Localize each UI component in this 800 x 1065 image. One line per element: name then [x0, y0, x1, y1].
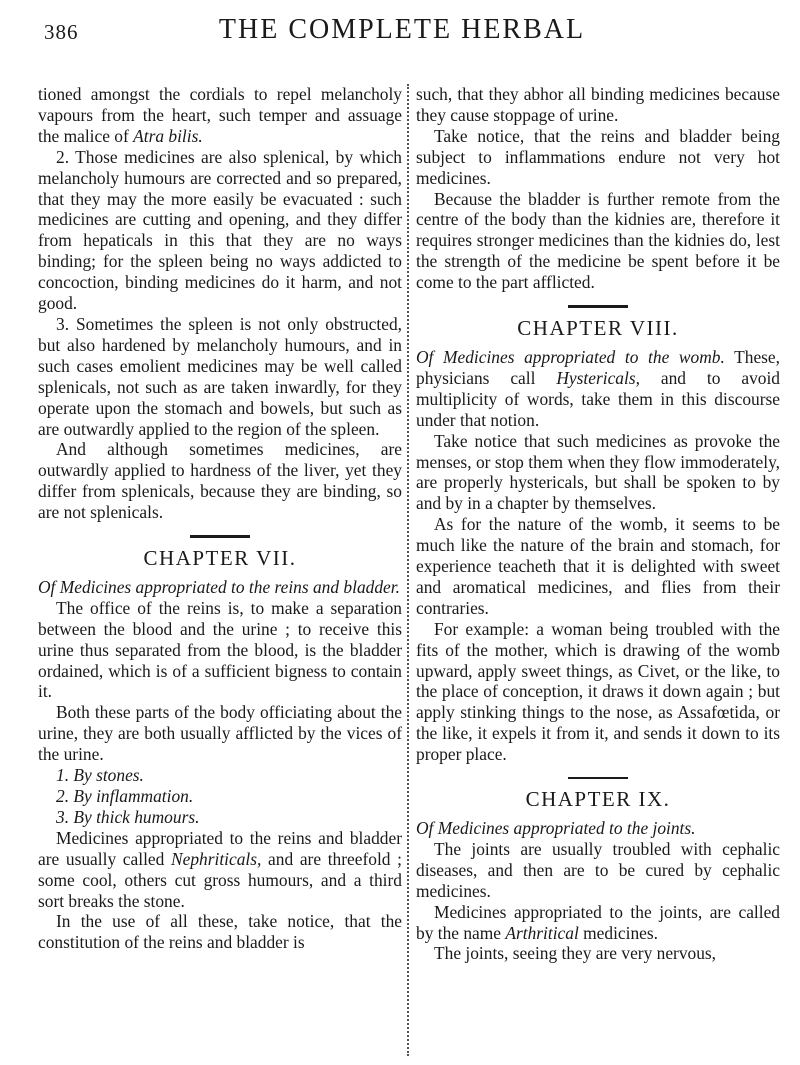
paragraph: Take notice that such medicines as provoke the menses, or stop them when they flow immoderately, are properly hystericals, but shall be spoken to by and by in a chapter by themselves. — [416, 430, 780, 514]
paragraph: For example: a woman being troubled with the fits of the mother, which is drawing of the womb upward, apply sweet things, as Civet, or the like, to the place of conception, it draws it down again ; but apply stinking things to the nose, as Assafœtida, or the like, it expels it from it, and sends it down to its proper place. — [416, 618, 780, 765]
chapter-heading: CHAPTER IX. — [525, 787, 671, 812]
paragraph: The joints, seeing they are very nervous, — [434, 943, 717, 964]
chapter-subtitle: Of Medicines appropriated to the joints. — [416, 818, 696, 838]
list-item: 2. By inflammation. — [56, 786, 194, 806]
chapter-heading: CHAPTER VIII. — [517, 316, 679, 341]
paragraph: Both these parts of the body officiating about the urine, they are both usually afflicted by the vices of the urine. — [38, 702, 402, 765]
chapter-subtitle: Of Medicines appropriated to the womb. — [416, 346, 725, 367]
section-rule — [190, 535, 250, 538]
chapter-heading: CHAPTER VII. — [143, 546, 297, 571]
page-number: 386 — [44, 20, 79, 44]
paragraph: As for the nature of the womb, it seems to be much like the nature of the brain and stomach, for experience teacheth that it is delighted with sweet and aromatical medicines, and flies from their contraries. — [416, 514, 780, 618]
page-header — [44, 10, 760, 50]
section-rule — [568, 777, 628, 779]
paragraph: And although sometimes medicines, are outwardly applied to hardness of the liver, yet they differ from splenicals, because they are binding, so are not splenicals. — [38, 439, 402, 523]
paragraph: The joints are usually troubled with cephalic diseases, and then are to be cured by cephalic medicines. — [416, 838, 780, 901]
paragraph: The office of the reins is, to make a separation between the blood and the urine ; to receive this urine thus separated from the blood, is the bladder ordained, which is of a sufficient bigness to contain it. — [38, 597, 402, 702]
list-item: 3. By thick humours. — [56, 806, 200, 827]
paragraph: Of Medicines appropriated to the womb. These, physicians call Hystericals, and to avoid multiplicity of words, take them in this discourse under that notion. — [416, 346, 780, 430]
paragraph: Take notice, that the reins and bladder being subject to inflammations endure not very hot medicines. — [416, 125, 780, 188]
left-column — [38, 84, 402, 953]
right-column — [416, 84, 780, 964]
paragraph: tioned amongst the cordials to repel melancholy vapours from the heart, such temper and assuage the malice of Atra bilis. — [38, 84, 402, 146]
section-rule — [568, 305, 628, 308]
running-title: THE COMPLETE HERBAL — [218, 14, 586, 45]
paragraph: such, that they abhor all binding medicines because they cause stoppage of urine. — [416, 84, 780, 125]
paragraph: Medicines appropriated to the joints, are called by the name Arthritical medicines. — [416, 901, 780, 943]
column-divider — [407, 84, 409, 1056]
paragraph: Medicines appropriated to the reins and bladder are usually called Nephriticals, and are threefold ; some cool, others cut gross humours, and a third sort breaks the stone. — [38, 827, 402, 911]
paragraph: In the use of all these, take notice, that the constitution of the reins and bladder is — [38, 911, 402, 953]
chapter-subtitle: Of Medicines appropriated to the reins and bladder. — [38, 576, 400, 597]
paragraph: Because the bladder is further remote from the centre of the body than the kidnies are, therefore it requires stronger medicines than the kidnies do, lest the strength of the medicine be spent before it be come to the part afflicted. — [416, 188, 780, 293]
paragraph: 3. Sometimes the spleen is not only obstructed, but also hardened by melancholy humours, and in such cases emolient medicines may be well called splenicals, not such as are taken inwardly, for they operate upon the stomach and bowels, but such as are outwardly applied to the region of the spleen. — [38, 313, 402, 439]
list-item: 1. By stones. — [56, 765, 144, 786]
paragraph: 2. Those medicines are also splenical, by which melancholy humours are corrected and so prepared, that they may the more easily be evacuated : such medicines are cutting and opening, and they differ from hepaticals in this that they are no ways binding; for the spleen being no ways addicted to concoction, binding medicines do it harm, and not good. — [38, 146, 402, 314]
